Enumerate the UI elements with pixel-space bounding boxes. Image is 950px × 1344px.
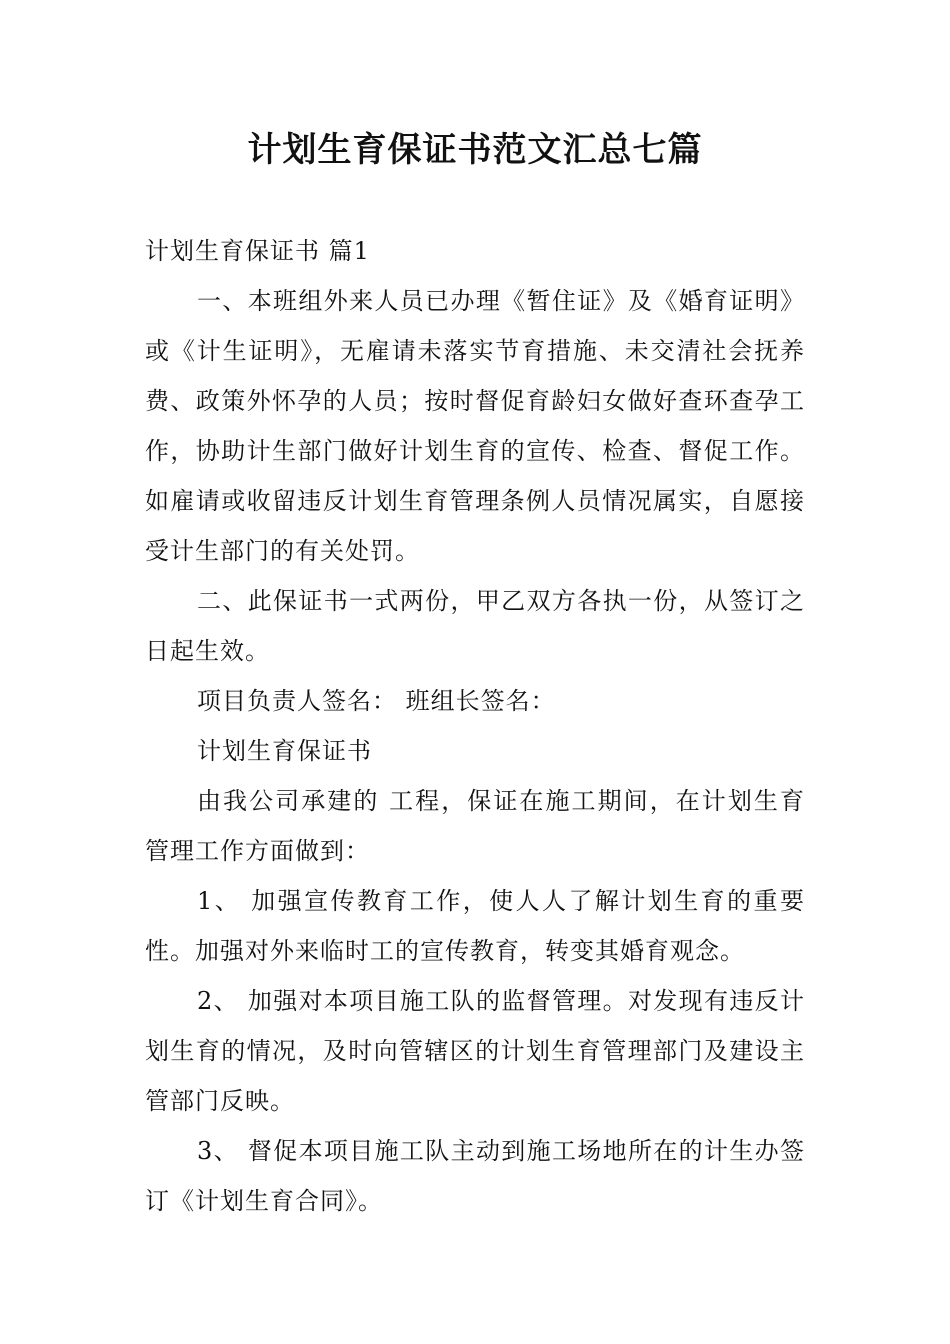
list-item-3: 3、 督促本项目施工队主动到施工场地所在的计生办签订《计划生育合同》。 — [145, 1137, 805, 1215]
document-body — [145, 226, 805, 1226]
signature-line: 项目负责人签名： 班组长签名： — [197, 687, 556, 715]
paragraph-intro: 由我公司承建的 工程，保证在施工期间，在计划生育管理工作方面做到： — [145, 787, 805, 865]
document-title: 计划生育保证书范文汇总七篇 — [247, 130, 703, 170]
paragraph-clause-1: 一、本班组外来人员已办理《暂住证》及《婚育证明》或《计生证明》，无雇请未落实节育措施、未交清社会抚养费、政策外怀孕的人员；按时督促育龄妇女做好查环查孕工作，协助计生部门做好计划生育的宣传、检查、督促工作。如雇请或收留违反计划生育管理条例人员情况属实，自愿接受计生部门的有关处罚。 — [145, 287, 805, 565]
list-item-2: 2、 加强对本项目施工队的监督管理。对发现有违反计划生育的情况，及时向管辖区的计划生育管理部门及建设主管部门反映。 — [145, 987, 805, 1115]
section-heading: 计划生育保证书 篇1 — [145, 237, 370, 265]
paragraph-clause-2: 二、此保证书一式两份，甲乙双方各执一份，从签订之日起生效。 — [145, 587, 805, 665]
list-item-1: 1、 加强宣传教育工作，使人人了解计划生育的重要性。加强对外来临时工的宣传教育，转变其婚育观念。 — [145, 887, 805, 965]
subheading-guarantee: 计划生育保证书 — [197, 737, 372, 765]
